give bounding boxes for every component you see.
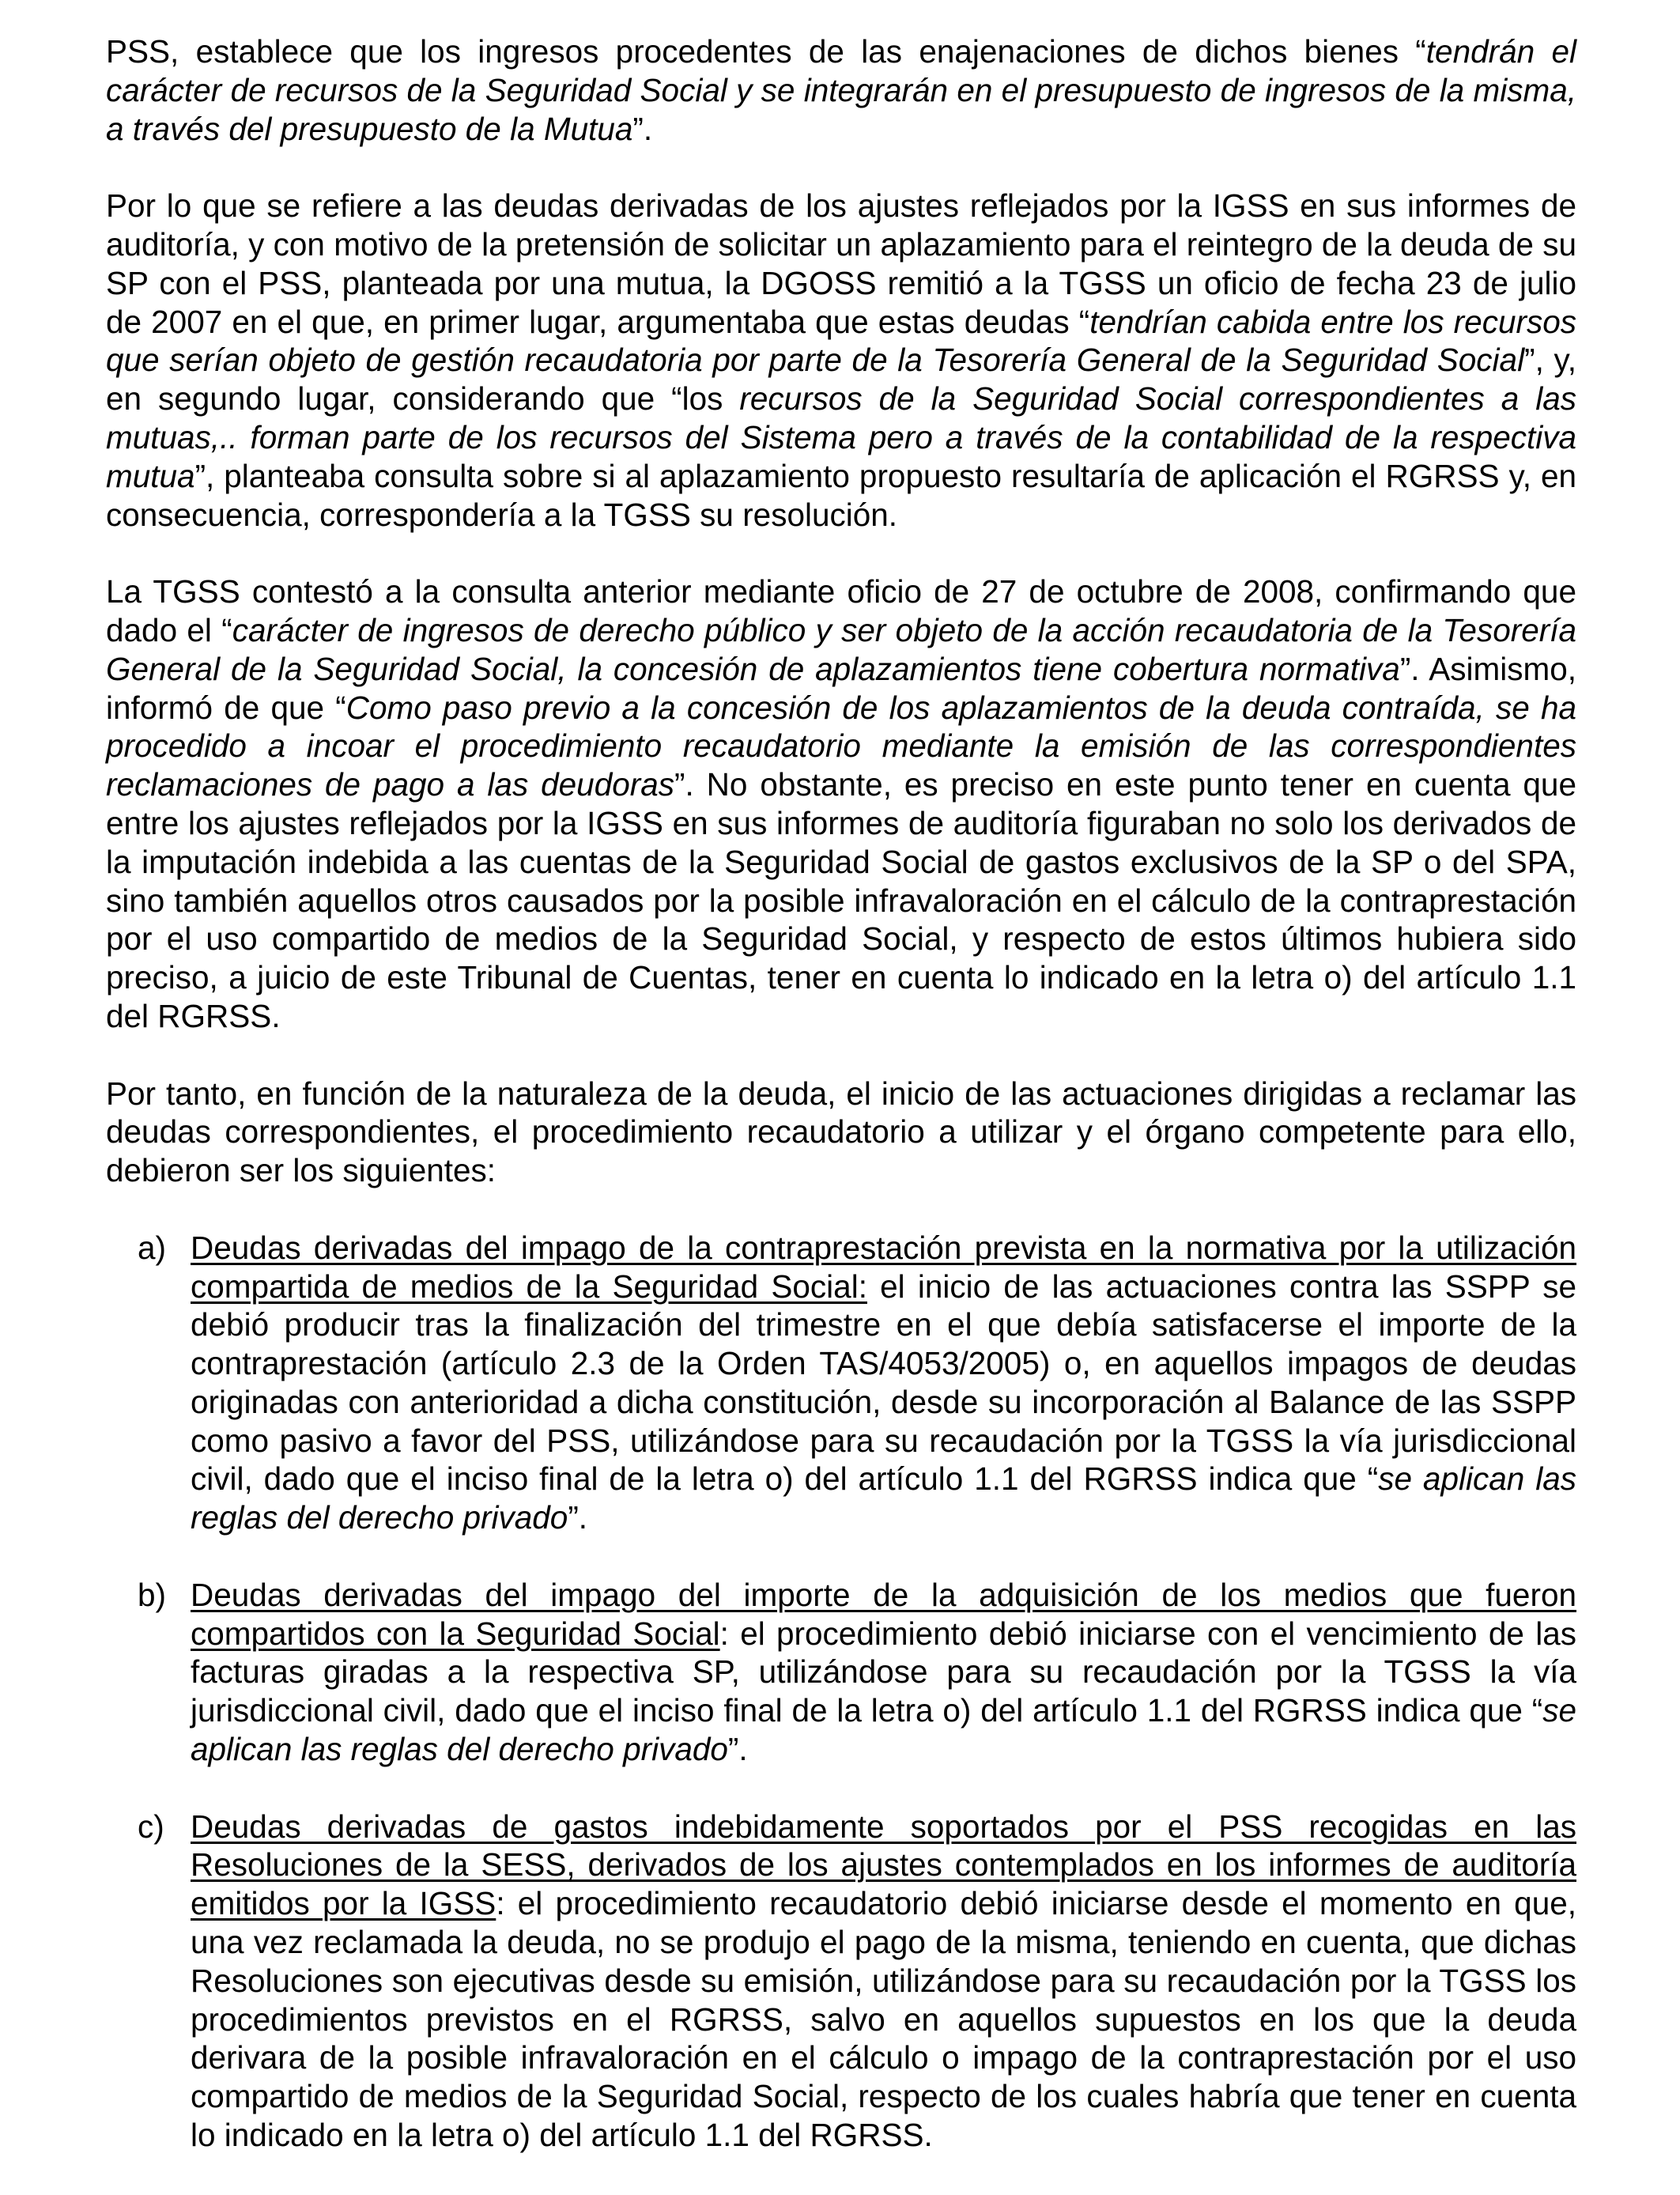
text-segment: el inicio de las actuaciones contra las SSPP se debió producir tras la finalización del trimestre en el que debía satisfacerse el importe de la contraprestación (artículo 2.3 de la Orden TAS/4053/2005) o, en aquellos impagos de deudas originadas con anterioridad a dicha constitución, desde su incorporación al Balance de las SSPP como pasivo a favor del PSS, utilizándose para su recaudación por la TGSS la vía jurisdiccional civil, dado que el inciso final de la letra o) del artículo 1.1 del RGRSS indica que “ <box>191 1268 1576 1498</box>
text-segment: ”, y, en segundo lugar, considerando que “los <box>106 342 1576 417</box>
quoted-text: recursos de la Seguridad Social correspondientes a las mutuas,.. forman parte de los recursos del Sistema pero a través de la contabilidad de la respectiva mutua <box>106 380 1576 494</box>
list-item-heading: Deudas derivadas del impago de la contraprestación prevista en la normativa por la utilización compartida de medios de la Seguridad Social: <box>191 1229 1576 1305</box>
quoted-text: Como paso previo a la concesión de los aplazamientos de la deuda contraída, se ha procedido a incoar el procedimiento recaudatorio mediante la emisión de las correspondientes reclamaciones de pago a las deudoras <box>106 689 1576 803</box>
list-marker: b) <box>138 1576 167 1613</box>
paragraph-deudas-ajustes <box>106 187 1576 534</box>
list-marker: c) <box>138 1808 164 1845</box>
quoted-text: se aplican las reglas del derecho privado <box>191 1692 1576 1768</box>
quoted-text: carácter de ingresos de derecho público y ser objeto de la acción recaudatoria de la Tesorería General de la Seguridad Social, la concesión de aplazamientos tiene cobertura normativa <box>106 611 1576 687</box>
debt-types-list <box>106 1229 1576 2155</box>
quoted-text: tendrían cabida entre los recursos que serían objeto de gestión recaudatoria por parte de la Tesorería General de la Seguridad Social <box>106 303 1576 379</box>
text-segment: La TGSS contestó a la consulta anterior mediante oficio de 27 de octubre de 2008, confirmando que dado el “ <box>106 573 1576 648</box>
list-item-b <box>106 1576 1576 1769</box>
text-segment: : el procedimiento debió iniciarse con el vencimiento de las facturas giradas a la respectiva SP, utilizándose para su recaudación por la TGSS la vía jurisdiccional civil, dado que el inciso final de la letra o) del artículo 1.1 del RGRSS indica que “ <box>191 1615 1577 1729</box>
list-item-a <box>106 1229 1576 1537</box>
list-item-c <box>106 1808 1576 2155</box>
list-marker: a) <box>138 1229 167 1266</box>
text-segment: ”. No obstante, es preciso en este punto tener en cuenta que entre los ajustes reflejados por la IGSS en sus informes de auditoría figuraban no solo los derivados de la imputación indebida a las cuentas de la Seguridad Social de gastos exclusivos de la SP o del SPA, sino también aquellos otros causados por la posible infravaloración en el cálculo de la contraprestación por el uso compartido de medios de la Seguridad Social, y respecto de estos últimos hubiera sido preciso, a juicio de este Tribunal de Cuentas, tener en cuenta lo indicado en la letra o) del artículo 1.1 del RGRSS. <box>106 766 1576 1034</box>
text-segment: PSS, establece que los ingresos procedentes de las enajenaciones de dichos bienes “ <box>106 33 1426 70</box>
text-segment: Por tanto, en función de la naturaleza de la deuda, el inicio de las actuaciones dirigidas a reclamar las deudas correspondientes, el procedimiento recaudatorio a utilizar y el órgano competente para ello, debieron ser los siguientes: <box>106 1075 1576 1189</box>
paragraph-por-tanto <box>106 1075 1576 1190</box>
text-segment: ”. <box>632 110 653 147</box>
text-segment: ”. <box>568 1499 588 1536</box>
text-segment: : el procedimiento recaudatorio debió iniciarse desde el momento en que, una vez reclamada la deuda, no se produjo el pago de la misma, teniendo en cuenta, que dichas Resoluciones son ejecutivas desde su emisión, utilizándose para su recaudación por la TGSS los procedimientos previstos en el RGRSS, salvo en aquellos supuestos en los que la deuda derivara de la posible infravaloración en el cálculo o impago de la contraprestación por el uso compartido de medios de la Seguridad Social, respecto de los cuales habría que tener en cuenta lo indicado en la letra o) del artículo 1.1 del RGRSS. <box>191 1885 1577 2154</box>
text-segment: ”. <box>727 1731 748 1768</box>
text-segment: ”. Asimismo, informó de que “ <box>106 650 1576 726</box>
list-item-heading: Deudas derivadas del impago del importe de la adquisición de los medios que fueron compartidos con la Seguridad Social <box>191 1576 1576 1652</box>
text-segment: Por lo que se refiere a las deudas derivadas de los ajustes reflejados por la IGSS en sus informes de auditoría, y con motivo de la pretensión de solicitar un aplazamiento para el reintegro de la deuda de su SP con el PSS, planteada por una mutua, la DGOSS remitió a la TGSS un oficio de fecha 23 de julio de 2007 en el que, en primer lugar, argumentaba que estas deudas “ <box>106 187 1576 340</box>
quoted-text: tendrán el carácter de recursos de la Seguridad Social y se integrarán en el presupuesto de ingresos de la misma, a través del presupuesto de la Mutua <box>106 33 1576 147</box>
quoted-text: se aplican las reglas del derecho privado <box>191 1460 1576 1536</box>
paragraph-pss-ingresos <box>106 32 1576 148</box>
document-page <box>106 32 1576 2155</box>
paragraph-tgss-contesto <box>106 572 1576 1036</box>
text-segment: ”, planteaba consulta sobre si al aplazamiento propuesto resultaría de aplicación el RGRSS y, en consecuencia, correspondería a la TGSS su resolución. <box>106 457 1576 533</box>
list-item-heading: Deudas derivadas de gastos indebidamente soportados por el PSS recogidas en las Resoluciones de la SESS, derivados de los ajustes contemplados en los informes de auditoría emitidos por la IGSS <box>191 1808 1576 1922</box>
